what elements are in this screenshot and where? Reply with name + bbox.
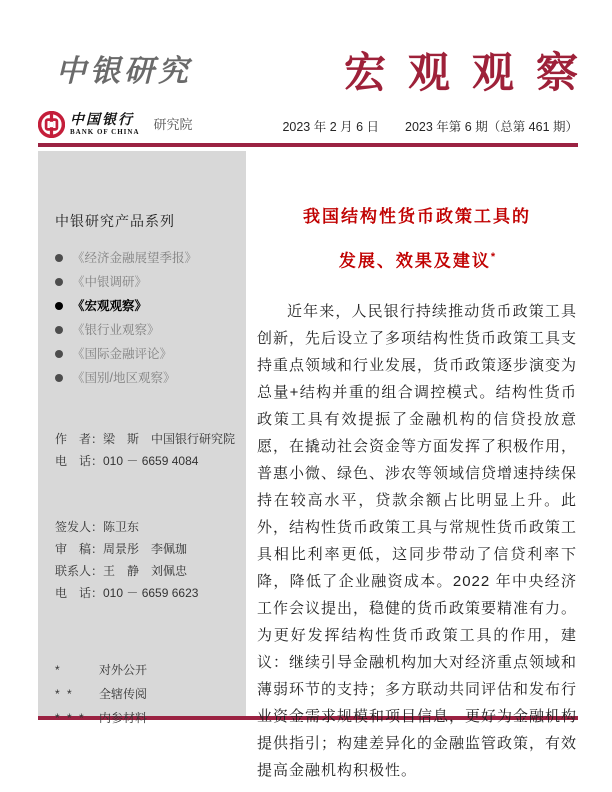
bullet-icon: [55, 278, 63, 286]
footnote-marker: *: [490, 251, 496, 263]
classification-legend: [55, 658, 236, 730]
author-phone-line: 电 话：010 － 6659 4084: [55, 454, 199, 468]
issue-number: 2023 年第 6 期（总第 461 期）: [405, 120, 578, 134]
series-list: [55, 246, 236, 390]
series-item: [55, 246, 236, 270]
publication-date: 2023 年 2 月 6 日: [282, 120, 380, 134]
series-item-label: 《宏观观察》: [72, 299, 148, 313]
legend-stars: *: [55, 663, 62, 677]
series-item-label: 《国际金融评论》: [72, 347, 173, 361]
article-title-line1: 我国结构性货币政策工具的: [303, 207, 531, 226]
contacts-line: 联系人：王 静 刘佩忠: [55, 564, 188, 578]
sidebar: [38, 151, 246, 725]
issue-block: [282, 117, 578, 138]
series-item-label: 《银行业观察》: [72, 323, 160, 337]
series-item-label: 《国别/地区观察》: [72, 371, 176, 385]
legend-label: 内参材料: [99, 711, 148, 725]
series-item-label: 《经济金融展望季报》: [72, 251, 198, 265]
legend-label: 全辖传阅: [99, 687, 148, 701]
org-name-cn: 中国银行: [70, 112, 134, 128]
bullet-icon: [55, 302, 63, 310]
legend-row: [55, 658, 236, 682]
bullet-icon: [55, 254, 63, 262]
org-block: [38, 111, 193, 138]
series-item: [55, 318, 236, 342]
bullet-icon: [55, 374, 63, 382]
article-abstract: 近年来，人民银行持续推动货币政策工具创新，先后设立了多项结构性货币政策工具支持重点领域和行业发展，货币政策逐步演变为总量+结构并重的组合调控模式。结构性货币政策工具有效提振了金融机构的信贷投放意愿，在撬动社会资金等方面发挥了积极作用，普惠小微、绿色、涉农等领域信贷增速持续保持在较高水平，贷款余额占比明显上升。此外，结构性货币政策工具与常规性货币政策工具相比利率更低，这同步带动了信贷利率下降，降低了企业融资成本。2022 年中央经济工作会议提出，稳健的货币政策要精准有力。为更好发挥结构性货币政策工具的作用，建议：继续引导金融机构加大对经济重点领域和薄弱环节的支持；多方联动共同评估和发布行业资金需求规模和项目信息，更好为金融机构提供指引；构建差异化的金融监管政策，有效提高金融机构积极性。: [257, 302, 578, 779]
masthead-subrow: [38, 108, 578, 138]
series-item: [55, 366, 236, 390]
series-item: [55, 270, 236, 294]
legend-stars: * * *: [55, 711, 86, 725]
brand-calligraphy: 中银研究: [56, 54, 192, 89]
org-name-en: BANK OF CHINA: [70, 128, 140, 136]
signoff-block: [55, 516, 236, 604]
issuer-line: 签发人：陈卫东: [55, 520, 140, 534]
author-block: [55, 428, 236, 472]
masthead: [38, 36, 600, 96]
article-area: [246, 151, 578, 779]
bullet-icon: [55, 326, 63, 334]
org-names: [70, 113, 140, 136]
top-rule: [38, 143, 578, 147]
reviewers-line: 审 稿：周景彤 李佩珈: [55, 542, 188, 556]
series-item-label: 《中银调研》: [72, 275, 148, 289]
series-title: 中银研究产品系列: [55, 213, 175, 229]
content-area: [38, 151, 578, 779]
legend-row: [55, 706, 236, 730]
series-item-current: [55, 294, 236, 318]
bullet-icon: [55, 350, 63, 358]
legend-stars: * *: [55, 687, 74, 701]
legend-row: [55, 682, 236, 706]
bank-of-china-logo-icon: [38, 111, 65, 138]
article-title-line2: 发展、效果及建议: [338, 251, 491, 271]
division-label: 研究院: [153, 117, 193, 132]
series-item: [55, 342, 236, 366]
article-title: [257, 197, 577, 282]
author-line: 作 者：梁 斯 中国银行研究院: [55, 432, 236, 446]
legend-label: 对外公开: [99, 663, 148, 677]
publication-title: 宏观观察: [343, 49, 600, 96]
contact-phone-line: 电 话：010 － 6659 6623: [55, 586, 199, 600]
